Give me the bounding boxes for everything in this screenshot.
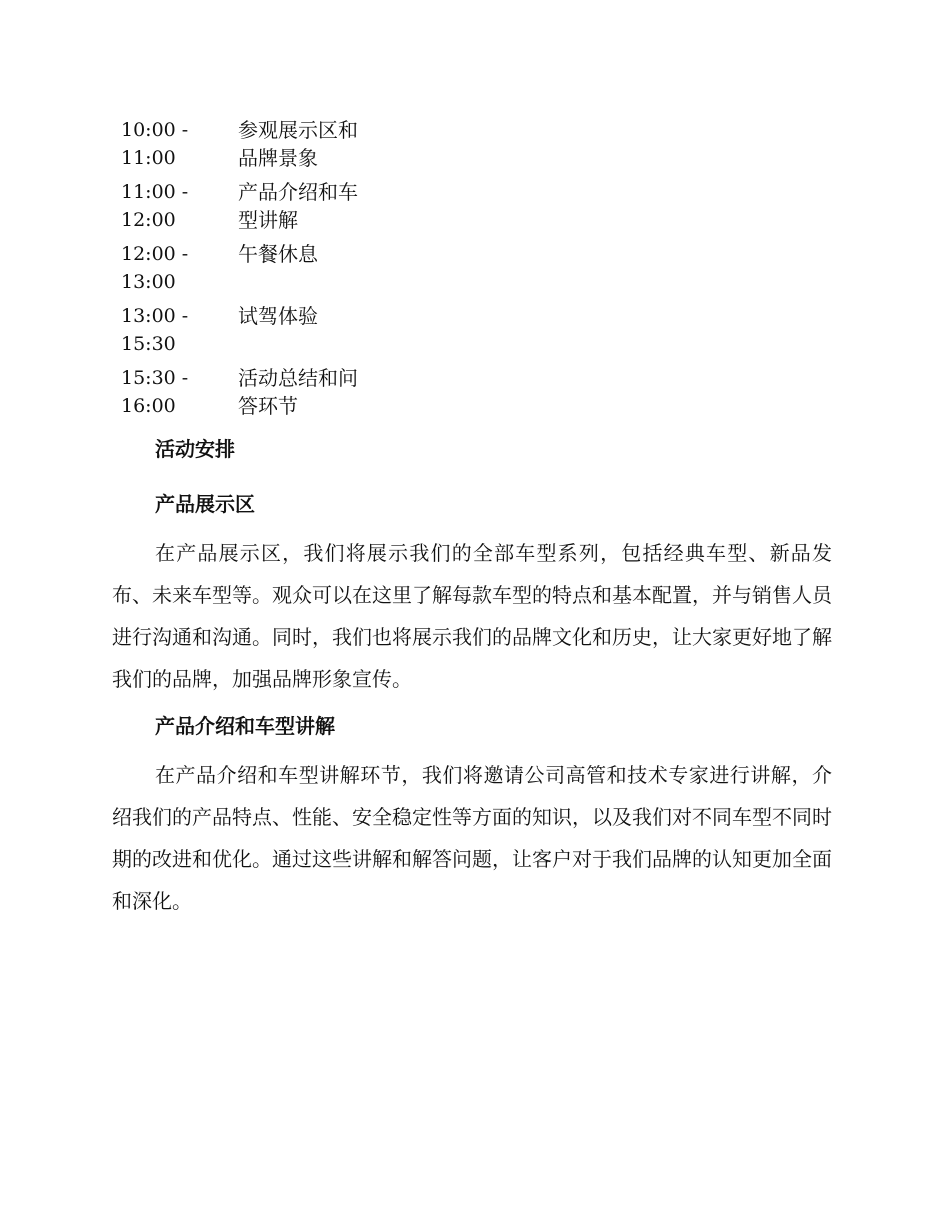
showroom-paragraph: 在产品展示区，我们将展示我们的全部车型系列，包括经典车型、新品发布、未来车型等。观众可以在这里了解每款车型的特点和基本配置，并与销售人员进行沟通和沟通。同时，我们也将展示我们的品牌文化和历史，让大家更好地了解我们的品牌，加强品牌形象宣传。 (112, 541, 832, 691)
intro-paragraph: 在产品介绍和车型讲解环节，我们将邀请公司高管和技术专家进行讲解，介绍我们的产品特点、性能、安全稳定性等方面的知识，以及我们对不同车型不同时期的改进和优化。通过这些讲解和解答问题，让客户对于我们品牌的认知更加全面和深化。 (112, 763, 832, 913)
schedule-row (114, 240, 374, 296)
schedule-row (114, 178, 374, 234)
schedule-event: 参观展示区和品牌景象 (238, 118, 358, 170)
schedule-event: 午餐休息 (238, 242, 318, 266)
schedule-row (114, 116, 374, 172)
document-body (112, 432, 832, 922)
schedule-time: 13:00 - 15:30 (121, 305, 189, 355)
schedule-time: 15:30 - 16:00 (121, 367, 189, 417)
schedule-time: 12:00 - 13:00 (121, 243, 189, 293)
schedule-event: 产品介绍和车型讲解 (238, 180, 358, 232)
schedule-table (114, 116, 374, 426)
schedule-row (114, 364, 374, 420)
activity-heading: 活动安排 (155, 437, 235, 461)
schedule-event: 活动总结和问答环节 (238, 366, 358, 418)
schedule-event: 试驾体验 (238, 304, 318, 328)
showroom-heading: 产品展示区 (155, 492, 255, 516)
schedule-time: 11:00 - 12:00 (121, 181, 189, 231)
schedule-time: 10:00 - 11:00 (121, 119, 189, 169)
intro-heading: 产品介绍和车型讲解 (155, 714, 335, 738)
schedule-row (114, 302, 374, 358)
